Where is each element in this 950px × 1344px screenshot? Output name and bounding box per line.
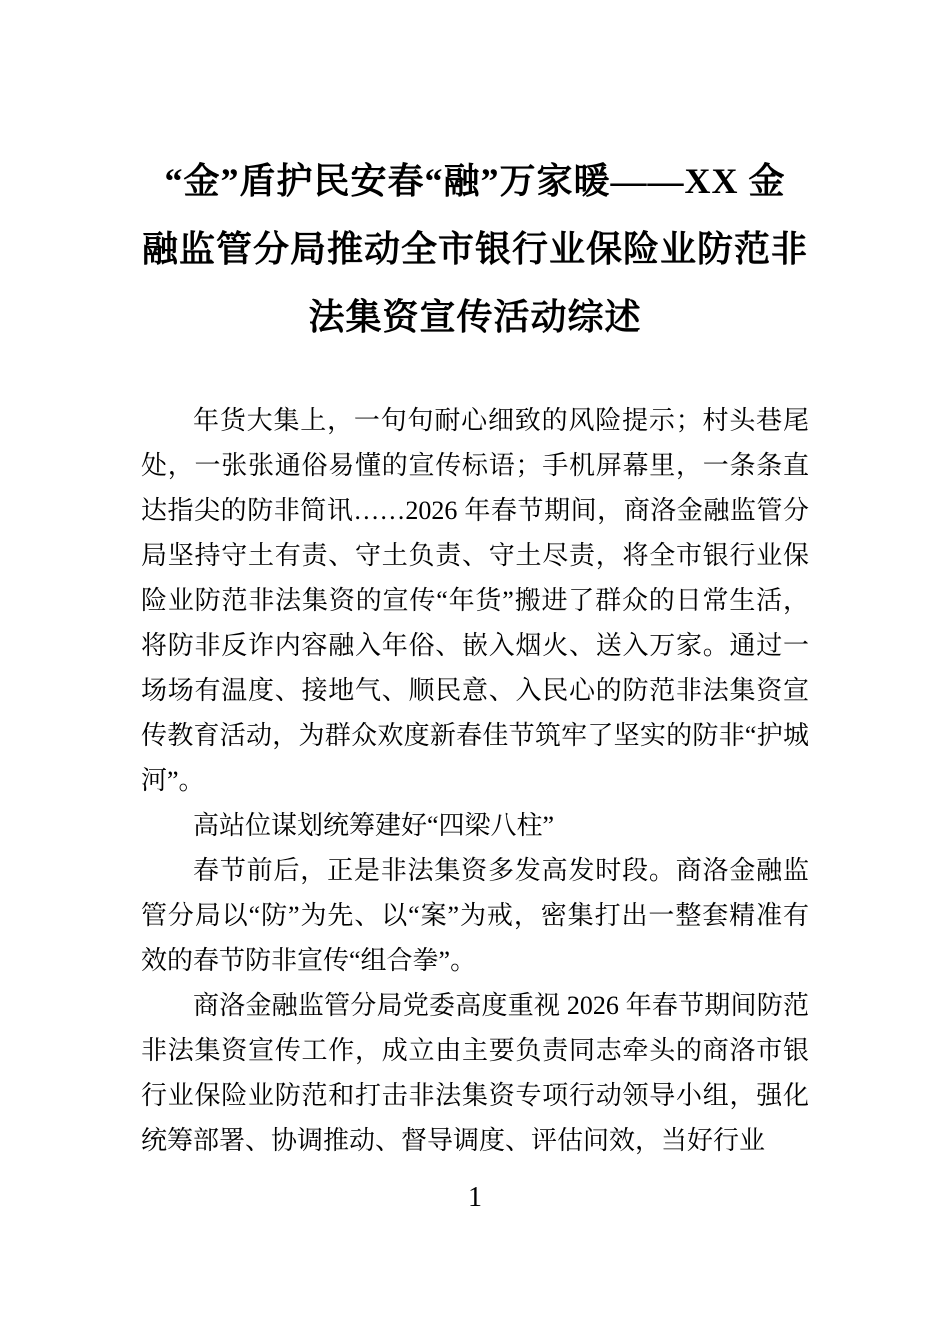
page-number: 1 bbox=[468, 1182, 482, 1213]
title-line-2: 融监管分局推动全市银行业保险业防范非 bbox=[141, 229, 808, 269]
document-title bbox=[141, 147, 809, 351]
document-body bbox=[141, 398, 809, 1163]
paragraph-leadership: 商洛金融监管分局党委高度重视 2026 年春节期间防范非法集资宣传工作，成立由主要负责同志牵头的商洛市银行业保险业防范和打击非法集资专项行动领导小组，强化统筹部署、协调推动、督导调度、评估问效，当好行业 bbox=[141, 991, 809, 1155]
paragraph-intro: 年货大集上，一句句耐心细致的风险提示；村头巷尾处，一张张通俗易懂的宣传标语；手机屏幕里，一条条直达指尖的防非简讯……2026 年春节期间，商洛金融监管分局坚持守土有责、守土负责、守土尽责，将全市银行业保险业防范非法集资的宣传“年货”搬进了群众的日常生活，将防非反诈内容融入年俗、嵌入烟火、送入万家。通过一场场有温度、接地气、顺民意、入民心的防范非法集资宣传教育活动，为群众欢度新春佳节筑牢了坚实的防非“护城河”。 bbox=[141, 406, 809, 795]
title-line-1: “金”盾护民安春“融”万家暖——XX 金 bbox=[164, 161, 786, 201]
paragraph-section-lead: 春节前后，正是非法集资多发高发时段。商洛金融监管分局以“防”为先、以“案”为戒，密集打出一整套精准有效的春节防非宣传“组合拳”。 bbox=[141, 856, 809, 975]
section-subheading: 高站位谋划统筹建好“四梁八柱” bbox=[193, 811, 555, 840]
title-line-3: 法集资宣传活动综述 bbox=[308, 297, 642, 337]
